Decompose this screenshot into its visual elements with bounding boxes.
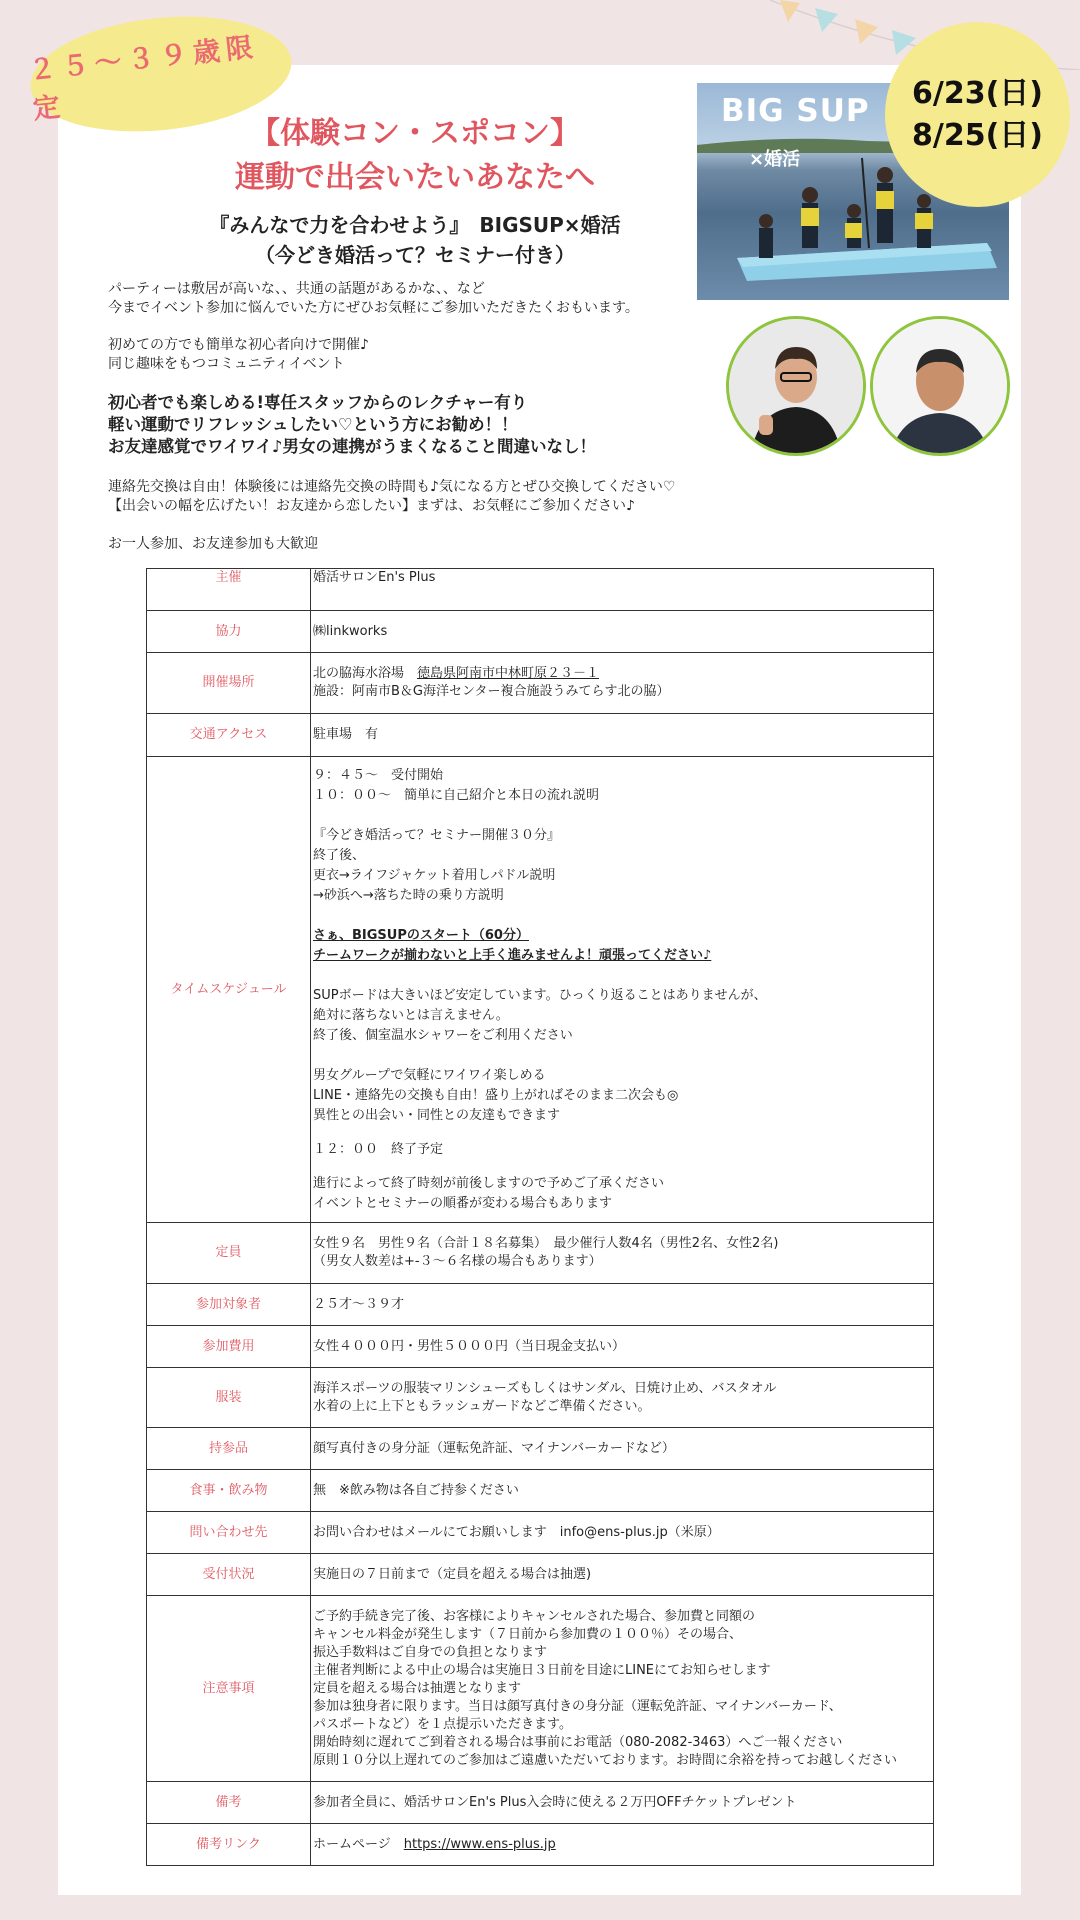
row-value: ご予約手続き完了後、お客様によりキャンセルされた場合、参加費と同額の キャンセル料金が発生します（７日前から参加費の１００％）その場合、 振込手数料はご自身での負担となります 主催者判断による中止の場合は実施日３日前を目途にLINEにてお知らせします 定員を超える場合は抽選となります 参加は独身者に限ります。当日は顔写真付きの身分証（運転免許証、マイナンバーカード、 パスポートなど）を１点提示いただきます。 開始時刻に遅れてご到着される場合は事前にお電話（080-2082-3463）へご一報ください 原則１０分以上遅れてのご参加はご遠慮いただいております。お時間に余裕を持ってお越しください (311, 1596, 934, 1782)
row-label: 定員 (147, 1223, 311, 1284)
row-label: 持参品 (147, 1428, 311, 1470)
row-label: 備考 (147, 1782, 311, 1824)
table-row (147, 1223, 934, 1284)
table-row (147, 1824, 934, 1866)
row-value: 駐車場 有 (311, 714, 934, 757)
table-row (147, 757, 934, 1223)
table-row (147, 1782, 934, 1824)
row-label: 服装 (147, 1368, 311, 1428)
row-label: 受付状況 (147, 1554, 311, 1596)
row-value: ２５才～３９才 (311, 1284, 934, 1326)
intro-paragraph-1: パーティーは敷居が高いな、、共通の話題があるかな、、など 今までイベント参加に悩んでいた方にぜひお気軽にご参加いただきたくおもいます。 (108, 281, 639, 316)
intro-highlights: 初心者でも楽しめる!専任スタッフからのレクチャー有り 軽い運動でリフレッシュしたい♡という方にお勧め！！ お友達感覚でワイワイ♪男女の連携がうまくなること間違いなし！ (108, 393, 597, 456)
intro-paragraph-4: お一人参加、お友達参加も大歓迎 (108, 536, 318, 552)
intro-paragraph-3: 連絡先交換は自由！体験後には連絡先交換の時間も♪気になる方とぜひ交換してください♡ 【出会いの幅を広げたい！お友達から恋したい】まずは、お気軽にご参加ください♪ (108, 479, 676, 514)
row-value: お問い合わせはメールにてお願いします info@ens-plus.jp（米原） (311, 1512, 934, 1554)
table-row (147, 1428, 934, 1470)
table-row (147, 1596, 934, 1782)
row-label: タイムスケジュール (147, 757, 311, 1223)
row-label: 食事・飲み物 (147, 1470, 311, 1512)
row-label: 問い合わせ先 (147, 1512, 311, 1554)
row-label: 備考リンク (147, 1824, 311, 1866)
row-label: 参加費用 (147, 1326, 311, 1368)
table-row (147, 714, 934, 757)
table-row (147, 1512, 934, 1554)
date-1: 6/23(日) (911, 75, 1043, 111)
date-2: 8/25(日) (911, 117, 1043, 153)
row-value: 顔写真付きの身分証（運転免許証、マイナンバーカードなど） (311, 1428, 934, 1470)
row-value: 参加者全員に、婚活サロンEn's Plus入会時に使える２万円OFFチケットプレゼント (311, 1782, 934, 1824)
table-row (147, 1470, 934, 1512)
event-info-table (146, 568, 934, 1866)
row-label: 協力 (147, 611, 311, 653)
table-row (147, 1368, 934, 1428)
row-value: 無 ※飲み物は各自ご持参ください (311, 1470, 934, 1512)
event-headline: 【体験コン・スポコン】 運動で出会いたいあなたへ (235, 116, 595, 195)
row-value: 実施日の７日前まで（定員を超える場合は抽選) (311, 1554, 934, 1596)
row-value: 女性４０００円・男性５０００円（当日現金支払い） (311, 1326, 934, 1368)
row-label: 主催 (147, 569, 311, 611)
row-value: 海洋スポーツの服装マリンシューズもしくはサンダル、日焼け止め、バスタオル 水着の上に上下ともラッシュガードなどご準備ください。 (311, 1368, 934, 1428)
row-label: 参加対象者 (147, 1284, 311, 1326)
table-row (147, 1284, 934, 1326)
row-label: 開催場所 (147, 653, 311, 714)
row-value: 女性９名 男性９名（合計１８名募集） 最少催行人数4名（男性2名、女性2名) （男女人数差は+-３～６名様の場合もあります） (311, 1223, 934, 1284)
intro-paragraph-2: 初めての方でも簡単な初心者向けで開催♪ 同じ趣味をもつコミュニティイベント (108, 337, 369, 372)
age-limit-badge: ２５～３９歳限定 (25, 5, 297, 144)
row-label: 交通アクセス (147, 714, 311, 757)
row-label: 注意事項 (147, 1596, 311, 1782)
row-value: ㈱linkworks (311, 611, 934, 653)
row-value: 婚活サロンEn's Plus (311, 569, 934, 611)
photo-title: BIG SUP (721, 93, 870, 129)
staff-avatar-2 (870, 316, 1010, 456)
event-subtitle: 『みんなで力を合わせよう』 BIGSUP×婚活 （今どき婚活って？セミナー付き） (209, 213, 621, 267)
venue-address: 徳島県阿南市中林町原２３－１ (417, 666, 600, 681)
photo-subtitle: ×婚活 (749, 149, 801, 170)
table-row (147, 611, 934, 653)
table-row (147, 1326, 934, 1368)
row-value: ホームページ https://www.ens-plus.jp (311, 1824, 934, 1866)
row-value: 北の脇海水浴場 徳島県阿南市中林町原２３－１ 施設：阿南市B＆G海洋センター複合施設うみてらす北の脇） (311, 653, 934, 714)
table-row (147, 653, 934, 714)
table-row (147, 569, 934, 611)
homepage-link[interactable]: https://www.ens-plus.jp (403, 1836, 556, 1852)
table-row (147, 1554, 934, 1596)
date-badge (885, 22, 1070, 207)
row-value: ９：４５～ 受付開始 １０：００～ 簡単に自己紹介と本日の流れ説明 『今どき婚活って？セミナー開催３０分』 終了後、 更衣→ライフジャケット着用しパドル説明 →砂浜へ→落ちた時の乗り方説明 さぁ、BIGSUPのスタート（60分） チームワークが揃わないと上手く進みませんよ！頑張ってください♪ SUPボードは大きいほど安定しています。ひっくり返ることはありませんが、 絶対に落ちないとは言えません。 終了後、個室温水シャワーをご利用ください 男女グループで気軽にワイワイ楽しめる LINE・連絡先の交換も自由！盛り上がればそのまま二次会も◎ 異性との出会い・同性との友達もできます １２：００ 終了予定 進行によって終了時刻が前後しますので予めご了承ください イベントとセミナーの順番が変わる場合もあります (311, 757, 934, 1223)
